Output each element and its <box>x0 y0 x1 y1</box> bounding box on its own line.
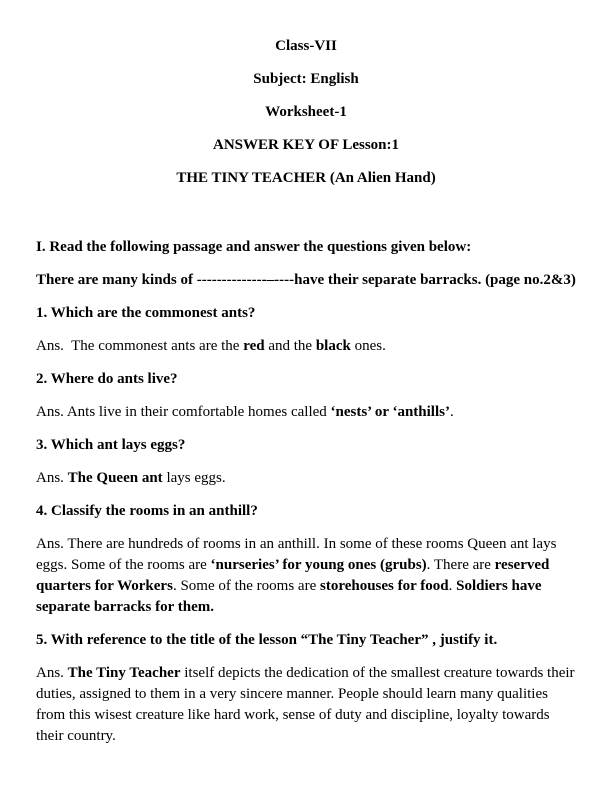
text-segment: ones. <box>350 338 386 354</box>
text-segment: . There are <box>426 557 495 573</box>
header-line-class: Class-VII <box>275 38 337 54</box>
text-segment: itself depicts the dedication of the smallest creature towards their duties, assigned to them in a very sincere manner. People should learn many qualities from this wisest creature like hard work, sense of duty and discipline, loyalty towards their country. <box>36 665 579 744</box>
text-segment: ‘nurseries’ for young ones (grubs) <box>210 557 427 573</box>
answer-1 <box>36 336 576 357</box>
text-segment: Ans. The commonest ants are the <box>36 338 244 354</box>
document-body <box>36 201 579 747</box>
text-segment: 5. With reference to the title of the lesson “The Tiny Teacher” , justify it. <box>36 632 498 648</box>
text-segment: Ans. Ants live in their comfortable homes called <box>36 404 331 420</box>
header-line-worksheet: Worksheet-1 <box>265 104 347 120</box>
text-segment: black <box>315 338 351 354</box>
text-segment: Ans. <box>36 470 68 486</box>
text-segment: reserved quarters for Workers <box>36 557 554 594</box>
section-instruction <box>36 237 576 258</box>
text-segment: Ans. There are hundreds of rooms in an anthill. In some of these rooms Queen ant lays eggs. Some of the rooms are <box>36 536 561 573</box>
text-segment: 1. Which are the commonest ants? <box>36 305 256 321</box>
text-segment: The Tiny Teacher <box>67 665 181 681</box>
text-segment: . <box>449 404 454 420</box>
text-segment: 2. Where do ants live? <box>36 371 178 387</box>
question-3 <box>36 435 576 456</box>
text-segment: . Some of the rooms are <box>172 578 320 594</box>
text-segment: red <box>243 338 265 354</box>
text-segment: There are many kinds of --------------–----have their separate barracks. (page no.2&3) <box>36 272 576 288</box>
question-4 <box>36 501 576 522</box>
passage-reference <box>36 270 576 291</box>
text-segment: Ans. <box>36 665 68 681</box>
question-1 <box>36 303 576 324</box>
text-segment: ‘nests’ or ‘anthills’ <box>330 404 450 420</box>
answer-5 <box>36 663 579 747</box>
document-header <box>36 36 576 189</box>
text-segment: and the <box>264 338 316 354</box>
text-segment: The Queen ant <box>67 470 163 486</box>
text-segment: I. Read the following passage and answer the questions given below: <box>36 239 472 255</box>
question-5 <box>36 630 576 651</box>
answer-3 <box>36 468 576 489</box>
answer-4 <box>36 534 576 618</box>
text-segment: 3. Which ant lays eggs? <box>36 437 186 453</box>
header-line-subject: Subject: English <box>253 71 359 87</box>
answer-2 <box>36 402 576 423</box>
text-segment: . <box>448 578 457 594</box>
header-line-lesson-title: THE TINY TEACHER (An Alien Hand) <box>176 170 436 186</box>
text-segment: storehouses for food <box>320 578 449 594</box>
question-2 <box>36 369 576 390</box>
text-segment: lays eggs. <box>162 470 226 486</box>
text-segment: 4. Classify the rooms in an anthill? <box>36 503 258 519</box>
header-line-answer-key: ANSWER KEY OF Lesson:1 <box>213 137 399 153</box>
text-segment: Soldiers have separate barracks for them. <box>36 578 546 615</box>
